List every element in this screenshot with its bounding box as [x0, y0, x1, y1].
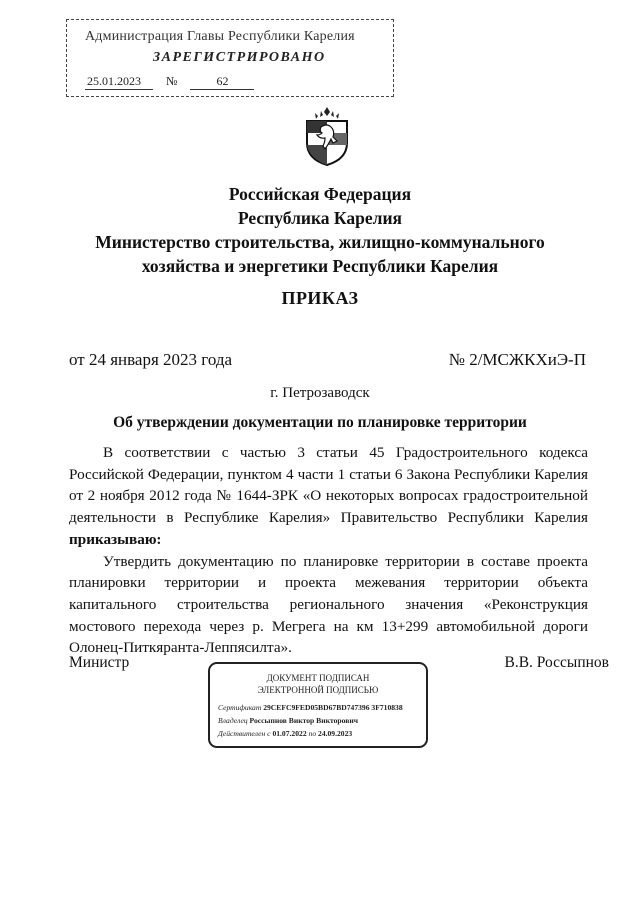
order-date: от 24 января 2023 года [69, 350, 233, 369]
esig-valid-from: 01.07.2022 [272, 729, 307, 738]
registration-date: 25.01.2023 [85, 74, 153, 90]
order-body [69, 442, 588, 659]
registration-stamp-details [85, 74, 254, 90]
signer-title: Министр [69, 654, 130, 671]
esig-certificate [218, 703, 403, 712]
esig-valid-to: 24.09.2023 [318, 729, 353, 738]
registration-stamp [66, 19, 394, 97]
order-subject: Об утверждении документации по планировке территории [113, 414, 527, 431]
esig-owner [218, 716, 358, 725]
esig-owner-value: Россыпнов Виктор Викторович [249, 716, 359, 725]
body-paragraph-1 [69, 442, 588, 551]
esig-owner-label: Владелец [218, 716, 248, 725]
registration-stamp-authority: Администрация Главы Республики Карелия [85, 29, 355, 44]
header-federation: Российская Федерация [228, 184, 412, 204]
header-ministry-line2: хозяйства и энергетики Республики Карелия [141, 256, 499, 276]
registration-number: 62 [190, 74, 254, 90]
order-number: № 2/МСЖКХиЭ-П [448, 350, 586, 369]
signer-name: В.В. Россыпнов [504, 654, 609, 671]
esig-validity [218, 729, 352, 738]
esig-heading-1: ДОКУМЕНТ ПОДПИСАН [266, 673, 370, 683]
electronic-signature-stamp [208, 662, 428, 748]
esig-cert-value: 29CEFC9FED05BD67BD747396 3F710838 [263, 703, 403, 712]
registration-stamp-registered: ЗАРЕГИСТРИРОВАНО [153, 50, 326, 65]
coat-of-arms-icon [303, 105, 351, 167]
esig-heading-2: ЭЛЕКТРОННОЙ ПОДПИСЬЮ [257, 685, 379, 695]
esig-cert-label: Сертификат [218, 703, 262, 712]
document-title: ПРИКАЗ [281, 288, 359, 308]
body-directive: приказываю: [69, 530, 162, 548]
body-paragraph-2: Утвердить документацию по планировке территории в составе проекта планировки территории и проекта межевания территории объекта капитального строительства регионального значения «Реконструкция мостового перехода через р. Мегрега на км 13+299 автомобильной дороги Олонец-Питкяранта-Леппясилта». [69, 552, 588, 657]
esig-valid-label: Действителен с [218, 729, 271, 738]
esig-valid-to-label: по [308, 729, 317, 738]
body-paragraph-1-text: В соответствии с частью 3 статьи 45 Градостроительного кодекса Российской Федерации, пунктом 4 части 1 статьи 6 Закона Республики Карелия от 2 ноября 2012 года № 1644-ЗРК «О некоторых вопросах градостроительной деятельности в Республике Карелия» Правительство Республики Карелия [69, 444, 588, 527]
header-ministry-line1: Министерство строительства, жилищно-коммунального [95, 232, 545, 252]
registration-number-sign: № [166, 74, 178, 88]
city: г. Петрозаводск [270, 385, 370, 401]
header-republic: Республика Карелия [237, 208, 403, 228]
